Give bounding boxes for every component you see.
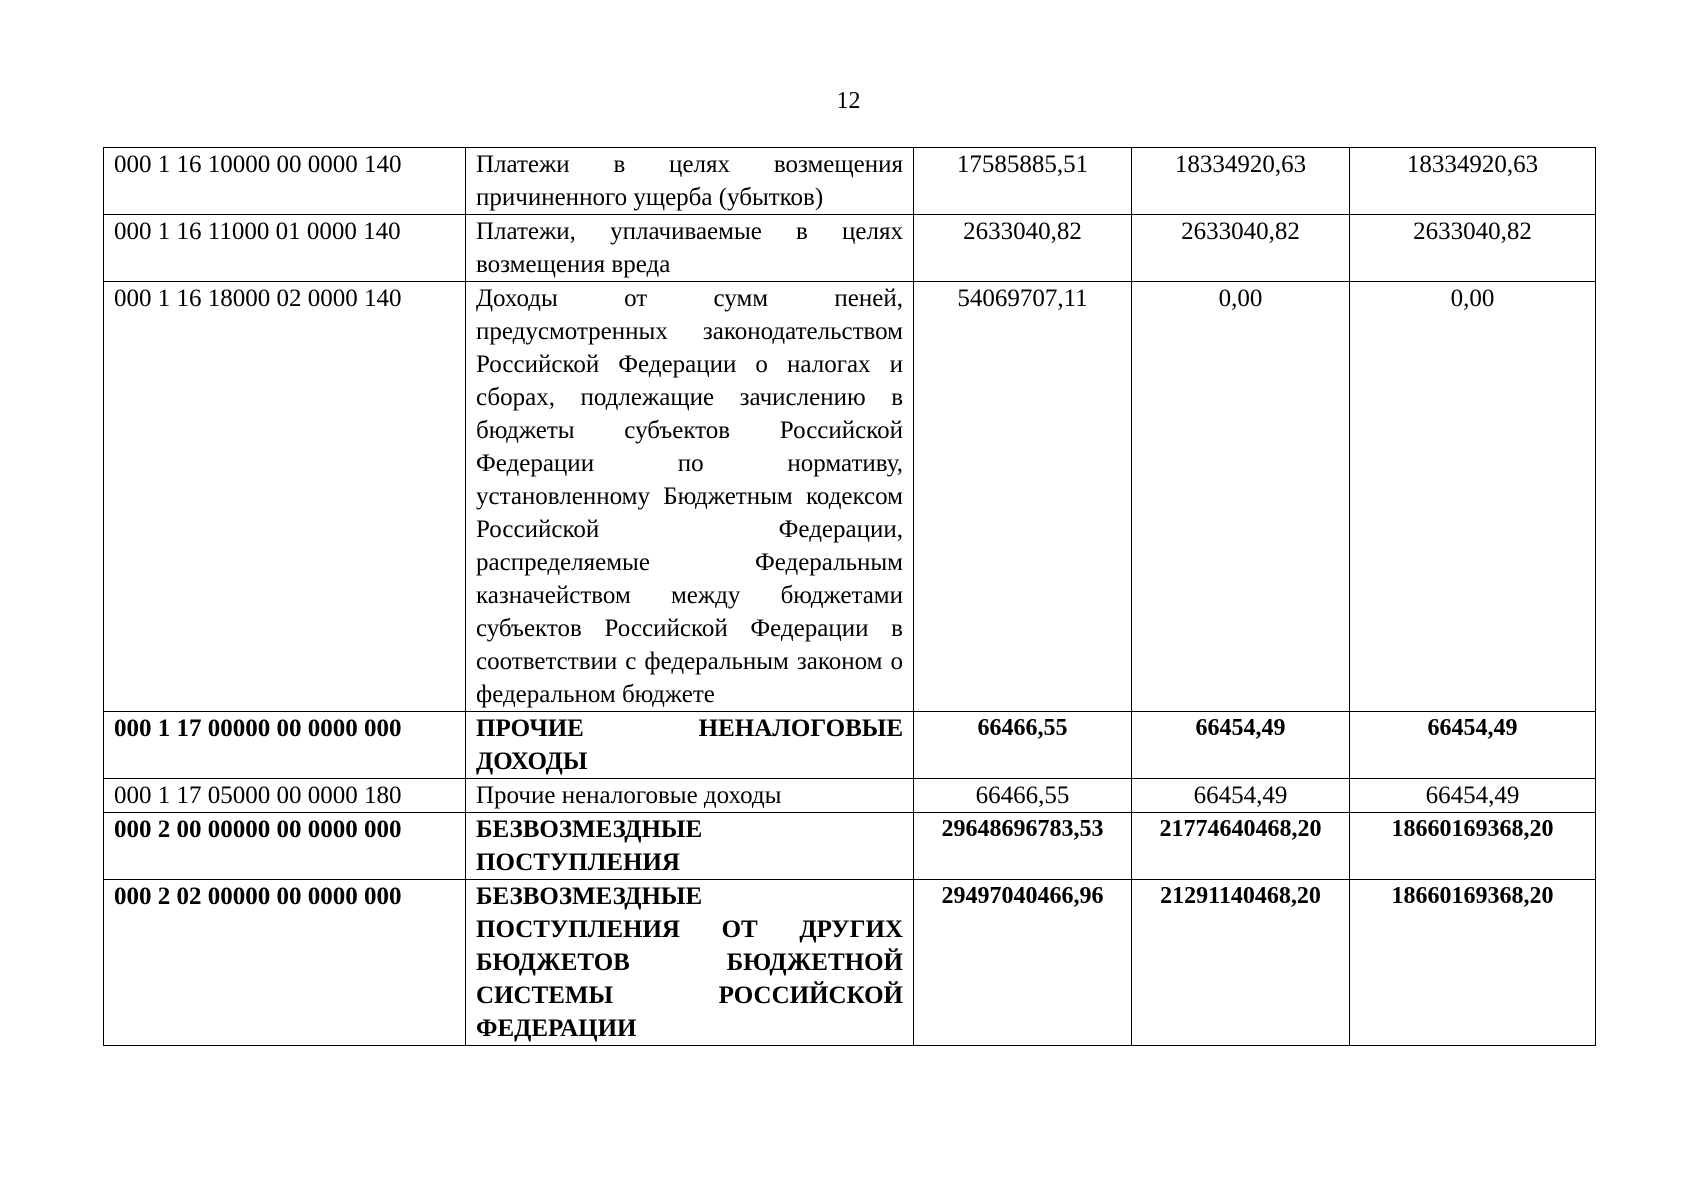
amount-year-1-cell: 66466,55 (914, 712, 1132, 779)
revenue-name-cell: Платежи, уплачиваемые в целях возмещения вреда (466, 215, 914, 282)
revenue-name-cell: Доходы от сумм пеней, предусмотренных законодательством Российской Федерации о налогах и сборах, подлежащие зачислению в бюджеты субъектов Российской Федерации по нормативу, установленному Бюджетным кодексом Российской Федерации, распределяемые Федеральным казначейством между бюджетами субъектов Российской Федерации в соответствии с федеральным законом о федеральном бюджете (466, 282, 914, 712)
revenue-name-cell: БЕЗВОЗМЕЗДНЫЕ ПОСТУПЛЕНИЯ (466, 813, 914, 880)
amount-year-3-cell: 18660169368,20 (1350, 813, 1596, 880)
budget-revenue-table (103, 147, 1596, 1046)
amount-year-1-cell: 2633040,82 (914, 215, 1132, 282)
budget-code-cell: 000 1 17 05000 00 0000 180 (104, 779, 466, 813)
amount-year-3-cell: 66454,49 (1350, 712, 1596, 779)
amount-year-2-cell: 66454,49 (1132, 712, 1350, 779)
amount-year-1-cell: 29648696783,53 (914, 813, 1132, 880)
amount-year-1-cell: 17585885,51 (914, 148, 1132, 215)
amount-year-3-cell: 18334920,63 (1350, 148, 1596, 215)
table-row (104, 880, 1596, 1046)
budget-code-cell: 000 1 16 11000 01 0000 140 (104, 215, 466, 282)
revenue-name-cell: ПРОЧИЕ НЕНАЛОГОВЫЕ ДОХОДЫ (466, 712, 914, 779)
budget-code-cell: 000 1 16 18000 02 0000 140 (104, 282, 466, 712)
table-row (104, 215, 1596, 282)
amount-year-2-cell: 18334920,63 (1132, 148, 1350, 215)
amount-year-3-cell: 2633040,82 (1350, 215, 1596, 282)
amount-year-3-cell: 18660169368,20 (1350, 880, 1596, 1046)
budget-code-cell: 000 1 17 00000 00 0000 000 (104, 712, 466, 779)
amount-year-2-cell: 66454,49 (1132, 779, 1350, 813)
table-row (104, 712, 1596, 779)
amount-year-1-cell: 54069707,11 (914, 282, 1132, 712)
budget-code-cell: 000 1 16 10000 00 0000 140 (104, 148, 466, 215)
amount-year-2-cell: 2633040,82 (1132, 215, 1350, 282)
amount-year-3-cell: 66454,49 (1350, 779, 1596, 813)
budget-code-cell: 000 2 02 00000 00 0000 000 (104, 880, 466, 1046)
page-number: 12 (836, 88, 861, 114)
revenue-name-cell: БЕЗВОЗМЕЗДНЫЕ ПОСТУПЛЕНИЯ ОТ ДРУГИХ БЮДЖЕТОВ БЮДЖЕТНОЙ СИСТЕМЫ РОССИЙСКОЙ ФЕДЕРАЦИИ (466, 880, 914, 1046)
amount-year-1-cell: 66466,55 (914, 779, 1132, 813)
table-row (104, 282, 1596, 712)
budget-code-cell: 000 2 00 00000 00 0000 000 (104, 813, 466, 880)
amount-year-2-cell: 21774640468,20 (1132, 813, 1350, 880)
revenue-name-cell: Платежи в целях возмещения причиненного ущерба (убытков) (466, 148, 914, 215)
table-row (104, 779, 1596, 813)
revenue-name-cell: Прочие неналоговые доходы (466, 779, 914, 813)
table-row (104, 148, 1596, 215)
amount-year-1-cell: 29497040466,96 (914, 880, 1132, 1046)
table-row (104, 813, 1596, 880)
amount-year-2-cell: 0,00 (1132, 282, 1350, 712)
amount-year-3-cell: 0,00 (1350, 282, 1596, 712)
amount-year-2-cell: 21291140468,20 (1132, 880, 1350, 1046)
